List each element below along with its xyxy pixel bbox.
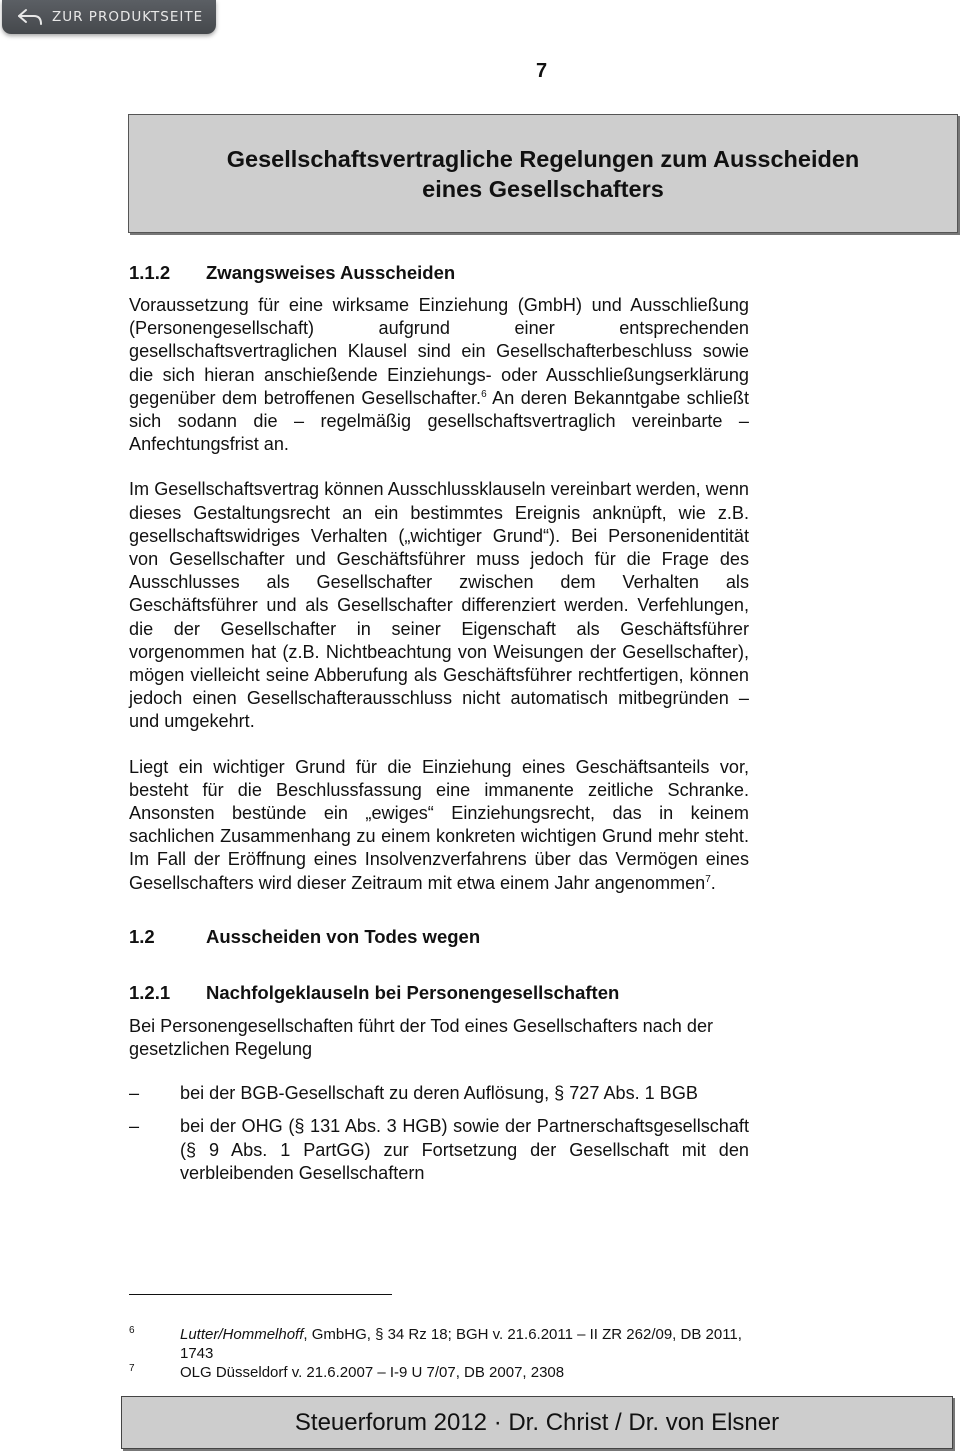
footer-text: Steuerforum 2012 · Dr. Christ / Dr. von Elsner xyxy=(294,1408,780,1436)
paragraph-1-text-a: Voraussetzung für eine wirksame Einziehung (GmbH) und Ausschließung (Personengesellschaft) aufgrund einer entsprechenden gesellschaftsvertraglichen Klausel sind ein Gesellschafterbeschluss sowie die sich hieran anschießende Einziehungs- oder Ausschließungserklärung gegenüber dem betroffenen Gesellschafter. xyxy=(129,295,749,408)
paragraph-4: Bei Personengesellschaften führt der Tod eines Gesellschafters nach der gesetzlichen Regelung xyxy=(129,1015,714,1060)
page-footer xyxy=(121,1396,953,1449)
succession-list xyxy=(129,1082,749,1185)
footnote-mark: 6 xyxy=(129,1325,135,1336)
section-title: Ausscheiden von Todes wegen xyxy=(206,925,481,947)
footnote-author: Lutter/Hommelhoff xyxy=(180,1326,304,1343)
footnote-citation: , GmbHG, § 34 Rz 18; BGH v. 21.6.2011 – II ZR 262/09, DB 2011, 1743 xyxy=(180,1326,742,1362)
list-item xyxy=(129,1082,749,1105)
list-item-text: bei der BGB-Gesellschaft zu deren Auflösung, § 727 Abs. 1 BGB xyxy=(180,1083,698,1104)
page-number: 7 xyxy=(536,60,548,82)
main-content xyxy=(129,262,749,1185)
chapter-title xyxy=(227,144,860,204)
section-heading-1-1-2 xyxy=(129,262,749,284)
dash-bullet-icon: – xyxy=(129,1116,140,1137)
section-number: 1.1.2 xyxy=(129,262,171,283)
reply-arrow-icon xyxy=(16,7,46,27)
list-item-text: bei der OHG (§ 131 Abs. 3 HGB) sowie der Partnerschaftsgesellschaft (§ 9 Abs. 1 PartGG) zur Fortsetzung der Gesellschaft mit den verbleibenden Gesellschaftern xyxy=(180,1116,749,1183)
back-to-product-page-button[interactable] xyxy=(2,0,216,34)
paragraph-3-text-b: . xyxy=(710,872,716,893)
paragraph-3-text-a: Liegt ein wichtiger Grund für die Einziehung eines Geschäftsanteils vor, besteht für die Beschlussfassung eine immanente zeitliche Schranke. Ansonsten bestünde ein „ewiges“ Einziehungsrecht, das in keinem sachlichen Zusammenhang zu einem konkreten wichtigen Grund mehr steht. Im Fall der Eröffnung eines Insolvenzverfahrens über das Vermögen eines Gesellschafters wird dieser Zeitraum mit etwa einem Jahr angenommen xyxy=(129,756,749,893)
paragraph-1-text-b: An deren Bekanntgabe schließt sich sodann die – regelmäßig gesellschaftsvertraglich vereinbarte – Anfechtungsfrist an. xyxy=(129,387,749,455)
paragraph-3 xyxy=(129,756,749,895)
footnote-ref-6[interactable]: 6 xyxy=(481,388,487,400)
footnote-6 xyxy=(129,1325,754,1363)
chapter-title-box xyxy=(128,114,958,233)
paragraph-2: Im Gesellschaftsvertrag können Ausschlussklauseln vereinbart werden, wenn dieses Gestaltungsrecht an ein bestimmtes Ereignis anknüpft, wie z.B. gesellschaftswidriges Verhalten („wichtiger Grund“). Bei Personenidentität von Gesellschafter und Geschäftsführer muss jedoch für die Frage des Ausschlusses als Gesellschafter zwischen dem Verhalten als Geschäftsführer und als Gesellschafter differenziert werden. Verfehlungen, die der Gesellschafter in seiner Eigenschaft als Geschäftsführer vorgenommen hat (z.B. Nichtbeachtung von Weisungen der Gesellschafter), mögen vielleicht seine Abberufung als Geschäftsführer rechtfertigen, können jedoch einen Gesellschafterausschluss nicht automatisch mitbegründen – und umgekehrt. xyxy=(129,479,749,732)
chapter-title-line2: eines Gesellschafters xyxy=(422,175,664,202)
footnote-ref-7[interactable]: 7 xyxy=(705,873,711,885)
dash-bullet-icon: – xyxy=(129,1083,140,1104)
footnote-7 xyxy=(129,1363,754,1382)
section-number: 1.2 xyxy=(129,925,155,947)
section-number: 1.2.1 xyxy=(129,981,171,1003)
footnotes xyxy=(129,1325,754,1382)
chapter-title-line1: Gesellschaftsvertragliche Regelungen zum Ausscheiden xyxy=(226,145,860,172)
list-item xyxy=(129,1115,749,1185)
footnote-text xyxy=(180,1325,754,1363)
section-title: Zwangsweises Ausscheiden xyxy=(206,262,456,283)
footnote-mark: 7 xyxy=(129,1363,135,1374)
paragraph-1 xyxy=(129,294,749,456)
section-heading-1-2 xyxy=(129,926,749,948)
section-heading-1-2-1 xyxy=(129,982,749,1004)
footnote-citation: OLG Düsseldorf v. 21.6.2007 – I-9 U 7/07, DB 2007, 2308 xyxy=(180,1364,565,1381)
section-title: Nachfolgeklauseln bei Personengesellschaften xyxy=(206,981,620,1003)
footnote-separator xyxy=(129,1294,392,1295)
back-button-label: ZUR PRODUKTSEITE xyxy=(52,9,204,25)
